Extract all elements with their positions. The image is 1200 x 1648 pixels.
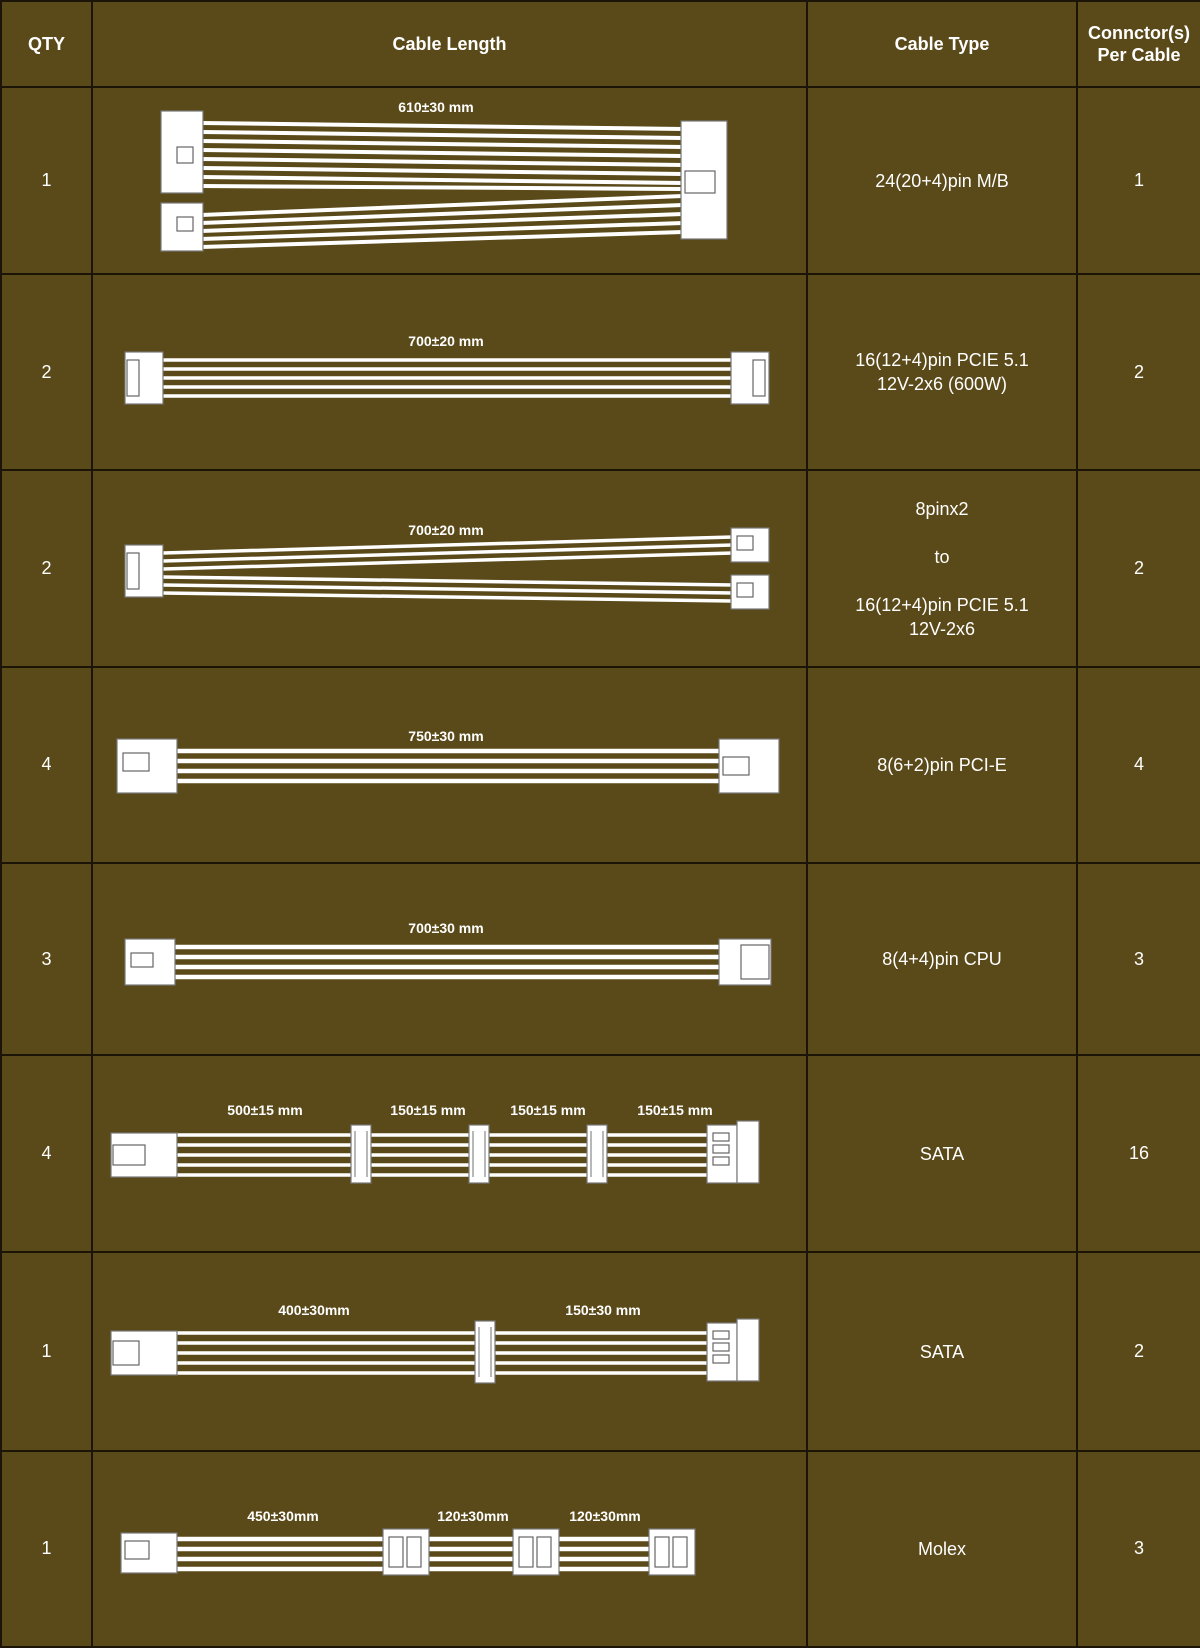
cable-type-cell <box>807 274 1077 470</box>
connector-8pin-right-top <box>731 528 769 562</box>
pcie-8pin-cable-diagram <box>93 669 808 861</box>
cable-wires <box>175 1333 729 1373</box>
header-cable-type: Cable Type <box>807 1 1077 87</box>
qty-cell: 1 <box>1 1252 92 1450</box>
connector-24pin-psu-side <box>681 121 727 239</box>
cable-type-line: 16(12+4)pin PCIE 5.1 <box>855 594 1029 615</box>
connector-psu-left <box>121 1533 177 1573</box>
connectors-cell: 16 <box>1077 1055 1200 1252</box>
cable-type-cell <box>807 1055 1077 1252</box>
atx-24pin-cable-diagram <box>93 89 808 272</box>
sata-connector <box>351 1125 371 1183</box>
cable-diagram-cell <box>92 1055 807 1252</box>
connectors-cell: 3 <box>1077 863 1200 1055</box>
length-label: 120±30mm <box>437 1507 509 1524</box>
sata-2-connector-cable-diagram <box>93 1255 808 1449</box>
cable-type-line: 8pinx2 <box>915 498 969 519</box>
cable-wires <box>163 537 733 601</box>
molex-connector <box>649 1529 695 1575</box>
qty-cell: 3 <box>1 863 92 1055</box>
connector-24pin-mb-side <box>161 111 203 251</box>
connector-psu-left <box>111 1331 177 1375</box>
connector-8pin-right-bottom <box>731 575 769 609</box>
molex-connector <box>513 1529 559 1575</box>
cable-type-line: to <box>934 546 950 567</box>
connector-16pin-left <box>125 545 163 597</box>
connectors-cell: 4 <box>1077 667 1200 863</box>
sata-connector-end <box>707 1121 759 1183</box>
sata-connector-end <box>707 1319 759 1381</box>
qty-cell: 1 <box>1 87 92 274</box>
cable-diagram-cell <box>92 1252 807 1450</box>
cable-diagram-cell <box>92 274 807 470</box>
header-connectors-line1: Connctor(s) <box>1088 23 1190 43</box>
connector-8pin-left <box>117 739 177 793</box>
cable-type-cell <box>807 863 1077 1055</box>
pcie-16pin-cable-diagram <box>93 276 808 468</box>
length-label: 150±30 mm <box>565 1301 641 1318</box>
cable-type-line: 16(12+4)pin PCIE 5.1 <box>855 350 1029 371</box>
length-label: 450±30mm <box>247 1507 319 1524</box>
length-label: 150±15 mm <box>637 1102 713 1119</box>
cable-type-line: 12V-2x6 (600W) <box>876 374 1008 395</box>
table-row <box>1 87 1200 274</box>
qty-cell: 4 <box>1 667 92 863</box>
cable-type-line: 8(4+4)pin CPU <box>882 949 1002 970</box>
qty-cell: 4 <box>1 1055 92 1252</box>
table-row <box>1 470 1200 666</box>
cable-diagram-cell <box>92 470 807 666</box>
sata-connector <box>475 1321 495 1383</box>
header-row <box>1 1 1200 87</box>
connector-cpu-left <box>125 939 175 985</box>
connector-psu-left <box>111 1133 177 1177</box>
header-connectors-line2: Per Cable <box>1097 45 1181 65</box>
connector-16pin-right <box>731 352 769 404</box>
cable-wires <box>201 123 683 247</box>
cable-type-line: 8(6+2)pin PCI-E <box>877 754 1007 775</box>
cable-wires <box>175 1539 691 1569</box>
length-label: 610±30 mm <box>398 99 474 116</box>
connectors-cell: 1 <box>1077 87 1200 274</box>
cable-diagram-cell <box>92 667 807 863</box>
cable-wires <box>175 1135 729 1175</box>
connectors-cell: 2 <box>1077 274 1200 470</box>
table-row <box>1 1451 1200 1647</box>
header-qty: QTY <box>1 1 92 87</box>
table-row <box>1 863 1200 1055</box>
length-label: 400±30mm <box>278 1301 350 1318</box>
cable-type-cell <box>807 470 1077 666</box>
cable-type-line: Molex <box>917 1538 966 1559</box>
header-cable-length: Cable Length <box>92 1 807 87</box>
cable-type-cell <box>807 87 1077 274</box>
cpu-8pin-cable-diagram <box>93 865 808 1053</box>
qty-cell: 2 <box>1 274 92 470</box>
qty-cell: 1 <box>1 1451 92 1647</box>
table-row <box>1 1252 1200 1450</box>
cable-type-line: SATA <box>919 1143 965 1164</box>
connector-16pin-left <box>125 352 163 404</box>
sata-4-connector-cable-diagram <box>93 1057 808 1250</box>
length-label: 120±30mm <box>569 1507 641 1524</box>
molex-cable-diagram <box>93 1453 808 1645</box>
cable-diagram-cell <box>92 863 807 1055</box>
cable-type-cell <box>807 667 1077 863</box>
sata-connector <box>469 1125 489 1183</box>
length-label: 750±30 mm <box>408 727 484 744</box>
connector-cpu-right <box>719 939 771 985</box>
table-row <box>1 667 1200 863</box>
length-label: 500±15 mm <box>227 1102 303 1119</box>
length-label: 150±15 mm <box>510 1102 586 1119</box>
cable-type-line: 12V-2x6 <box>908 618 976 639</box>
cable-type-line: 24(20+4)pin M/B <box>875 170 1009 191</box>
molex-connector <box>383 1529 429 1575</box>
cable-type-cell <box>807 1252 1077 1450</box>
length-label: 700±30 mm <box>408 920 484 937</box>
cable-type-line: SATA <box>919 1341 965 1362</box>
length-label: 150±15 mm <box>390 1102 466 1119</box>
connectors-cell: 3 <box>1077 1451 1200 1647</box>
pcie-8pin-to-16pin-cable-diagram <box>93 473 808 665</box>
cable-type-cell <box>807 1451 1077 1647</box>
connector-8pin-right <box>719 739 779 793</box>
cable-wires <box>173 947 721 977</box>
sata-connector <box>587 1125 607 1183</box>
cable-diagram-cell <box>92 87 807 274</box>
length-label: 700±20 mm <box>408 333 484 350</box>
connectors-cell: 2 <box>1077 1252 1200 1450</box>
length-label: 700±20 mm <box>408 521 484 538</box>
connectors-cell: 2 <box>1077 470 1200 666</box>
cable-diagram-cell <box>92 1451 807 1647</box>
qty-cell: 2 <box>1 470 92 666</box>
header-connectors-per-cable <box>1077 1 1200 87</box>
table-row <box>1 274 1200 470</box>
cable-wires <box>175 751 721 781</box>
table-row <box>1 1055 1200 1252</box>
cable-wires <box>163 360 733 396</box>
